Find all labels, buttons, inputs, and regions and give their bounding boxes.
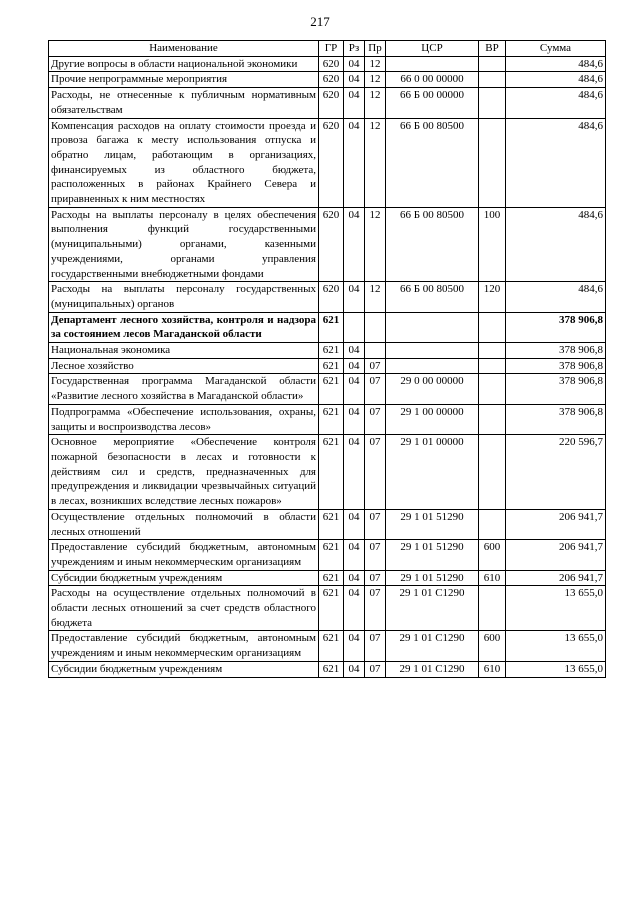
cell-csr: 29 1 01 51290 xyxy=(386,570,479,586)
cell-rz: 04 xyxy=(344,435,365,510)
cell-vr xyxy=(479,358,506,374)
cell-gr: 621 xyxy=(319,540,344,570)
table-row xyxy=(49,570,606,586)
cell-pr: 12 xyxy=(365,56,386,72)
cell-name: Предоставление субсидий бюджетным, автономным учреждениям и иным некоммерческим организациям xyxy=(49,631,319,661)
cell-rz xyxy=(344,312,365,342)
cell-gr: 621 xyxy=(319,631,344,661)
table-row xyxy=(49,540,606,570)
header-csr: ЦСР xyxy=(386,41,479,57)
cell-gr: 621 xyxy=(319,343,344,359)
cell-rz: 04 xyxy=(344,88,365,118)
cell-csr: 29 1 01 51290 xyxy=(386,509,479,539)
cell-vr xyxy=(479,586,506,631)
cell-pr: 07 xyxy=(365,661,386,677)
cell-rz: 04 xyxy=(344,661,365,677)
cell-vr: 600 xyxy=(479,631,506,661)
cell-name: Другие вопросы в области национальной экономики xyxy=(49,56,319,72)
table-row xyxy=(49,312,606,342)
cell-pr: 07 xyxy=(365,374,386,404)
header-row xyxy=(49,41,606,57)
budget-table xyxy=(48,40,606,678)
cell-name: Национальная экономика xyxy=(49,343,319,359)
cell-gr: 620 xyxy=(319,207,344,282)
cell-sum: 484,6 xyxy=(506,88,606,118)
cell-gr: 620 xyxy=(319,88,344,118)
cell-vr xyxy=(479,56,506,72)
cell-name: Прочие непрограммные мероприятия xyxy=(49,72,319,88)
cell-rz: 04 xyxy=(344,540,365,570)
table-row xyxy=(49,358,606,374)
table-row xyxy=(49,56,606,72)
cell-csr: 29 1 01 С1290 xyxy=(386,586,479,631)
cell-gr: 621 xyxy=(319,586,344,631)
cell-sum: 378 906,8 xyxy=(506,343,606,359)
cell-rz: 04 xyxy=(344,404,365,434)
cell-vr: 600 xyxy=(479,540,506,570)
cell-csr: 29 1 01 С1290 xyxy=(386,631,479,661)
cell-vr xyxy=(479,343,506,359)
cell-name: Расходы, не отнесенные к публичным нормативным обязательствам xyxy=(49,88,319,118)
cell-rz: 04 xyxy=(344,509,365,539)
cell-rz: 04 xyxy=(344,586,365,631)
table-row xyxy=(49,343,606,359)
cell-gr: 620 xyxy=(319,282,344,312)
cell-rz: 04 xyxy=(344,358,365,374)
cell-pr: 07 xyxy=(365,586,386,631)
header-name: Наименование xyxy=(49,41,319,57)
cell-vr xyxy=(479,374,506,404)
cell-csr: 29 1 00 00000 xyxy=(386,404,479,434)
cell-pr: 07 xyxy=(365,540,386,570)
cell-pr: 12 xyxy=(365,118,386,207)
header-vr: ВР xyxy=(479,41,506,57)
cell-name: Лесное хозяйство xyxy=(49,358,319,374)
cell-vr xyxy=(479,312,506,342)
cell-csr: 29 0 00 00000 xyxy=(386,374,479,404)
cell-name: Подпрограмма «Обеспечение использования, охраны, защиты и воспроизводства лесов» xyxy=(49,404,319,434)
cell-gr: 621 xyxy=(319,404,344,434)
cell-name: Субсидии бюджетным учреждениям xyxy=(49,570,319,586)
cell-sum: 13 655,0 xyxy=(506,661,606,677)
cell-sum: 378 906,8 xyxy=(506,312,606,342)
cell-pr: 07 xyxy=(365,404,386,434)
cell-gr: 621 xyxy=(319,661,344,677)
cell-vr xyxy=(479,88,506,118)
cell-sum: 484,6 xyxy=(506,118,606,207)
cell-vr xyxy=(479,435,506,510)
cell-gr: 621 xyxy=(319,435,344,510)
cell-sum: 378 906,8 xyxy=(506,358,606,374)
cell-csr xyxy=(386,343,479,359)
cell-csr xyxy=(386,312,479,342)
cell-csr xyxy=(386,56,479,72)
table-row xyxy=(49,404,606,434)
table-body xyxy=(49,56,606,677)
cell-sum: 206 941,7 xyxy=(506,509,606,539)
cell-gr: 621 xyxy=(319,312,344,342)
table-row xyxy=(49,374,606,404)
cell-csr: 66 0 00 00000 xyxy=(386,72,479,88)
cell-name: Расходы на осуществление отдельных полномочий в области лесных отношений за счет средств областного бюджета xyxy=(49,586,319,631)
cell-rz: 04 xyxy=(344,374,365,404)
cell-gr: 620 xyxy=(319,118,344,207)
cell-name: Субсидии бюджетным учреждениям xyxy=(49,661,319,677)
table-row xyxy=(49,631,606,661)
cell-rz: 04 xyxy=(344,282,365,312)
cell-name: Предоставление субсидий бюджетным, автономным учреждениям и иным некоммерческим организациям xyxy=(49,540,319,570)
cell-sum: 378 906,8 xyxy=(506,404,606,434)
table-row xyxy=(49,282,606,312)
cell-vr: 100 xyxy=(479,207,506,282)
cell-sum: 484,6 xyxy=(506,282,606,312)
header-rz: Рз xyxy=(344,41,365,57)
cell-name: Государственная программа Магаданской области «Развитие лесного хозяйства в Магаданской области» xyxy=(49,374,319,404)
header-sum: Сумма xyxy=(506,41,606,57)
cell-vr: 120 xyxy=(479,282,506,312)
cell-rz: 04 xyxy=(344,56,365,72)
cell-csr: 66 Б 00 80500 xyxy=(386,118,479,207)
cell-gr: 620 xyxy=(319,56,344,72)
cell-gr: 621 xyxy=(319,509,344,539)
table-row xyxy=(49,586,606,631)
cell-sum: 378 906,8 xyxy=(506,374,606,404)
cell-pr: 12 xyxy=(365,72,386,88)
cell-vr xyxy=(479,509,506,539)
cell-sum: 13 655,0 xyxy=(506,586,606,631)
cell-csr: 29 1 01 С1290 xyxy=(386,661,479,677)
cell-pr xyxy=(365,312,386,342)
cell-csr: 29 1 01 51290 xyxy=(386,540,479,570)
cell-gr: 621 xyxy=(319,358,344,374)
table-row xyxy=(49,509,606,539)
cell-rz: 04 xyxy=(344,570,365,586)
cell-rz: 04 xyxy=(344,72,365,88)
cell-rz: 04 xyxy=(344,343,365,359)
table-row xyxy=(49,72,606,88)
cell-pr: 07 xyxy=(365,509,386,539)
cell-sum: 206 941,7 xyxy=(506,570,606,586)
cell-sum: 13 655,0 xyxy=(506,631,606,661)
cell-sum: 484,6 xyxy=(506,56,606,72)
header-gr: ГР xyxy=(319,41,344,57)
cell-name: Основное мероприятие «Обеспечение контроля пожарной безопасности в лесах и готовности к действиям сил и средств, предназначенных для предупреждения и ликвидации чрезвычайных ситуаций в лесах, возникших вследствие лесных пожаров» xyxy=(49,435,319,510)
table-row xyxy=(49,435,606,510)
cell-sum: 220 596,7 xyxy=(506,435,606,510)
cell-name: Осуществление отдельных полномочий в области лесных отношений xyxy=(49,509,319,539)
cell-pr: 12 xyxy=(365,282,386,312)
cell-pr: 12 xyxy=(365,207,386,282)
cell-csr: 66 Б 00 80500 xyxy=(386,207,479,282)
cell-sum: 206 941,7 xyxy=(506,540,606,570)
cell-rz: 04 xyxy=(344,631,365,661)
table-row xyxy=(49,118,606,207)
cell-pr xyxy=(365,343,386,359)
page-number: 217 xyxy=(310,14,330,29)
cell-name: Компенсация расходов на оплату стоимости проезда и провоза багажа к месту использования отпуска и обратно лицам, работающим в организациях, финансируемых из областного бюджета, расположенных в районах Крайнего Севера и приравненных к ним местностях xyxy=(49,118,319,207)
cell-rz: 04 xyxy=(344,118,365,207)
table-row xyxy=(49,88,606,118)
cell-rz: 04 xyxy=(344,207,365,282)
cell-gr: 621 xyxy=(319,570,344,586)
cell-name: Расходы на выплаты персоналу государственных (муниципальных) органов xyxy=(49,282,319,312)
header-pr: Пр xyxy=(365,41,386,57)
cell-pr: 07 xyxy=(365,435,386,510)
cell-pr: 07 xyxy=(365,358,386,374)
table-row xyxy=(49,661,606,677)
cell-gr: 621 xyxy=(319,374,344,404)
cell-csr xyxy=(386,358,479,374)
cell-name: Департамент лесного хозяйства, контроля и надзора за состоянием лесов Магаданской области xyxy=(49,312,319,342)
cell-name: Расходы на выплаты персоналу в целях обеспечения выполнения функций государственными (муниципальными) органами, казенными учреждениями, органами управления государственными внебюджетными фондами xyxy=(49,207,319,282)
cell-vr xyxy=(479,404,506,434)
cell-csr: 66 Б 00 80500 xyxy=(386,282,479,312)
cell-vr xyxy=(479,72,506,88)
cell-vr xyxy=(479,118,506,207)
cell-csr: 66 Б 00 00000 xyxy=(386,88,479,118)
cell-sum: 484,6 xyxy=(506,207,606,282)
cell-pr: 07 xyxy=(365,570,386,586)
cell-vr: 610 xyxy=(479,661,506,677)
cell-pr: 12 xyxy=(365,88,386,118)
cell-vr: 610 xyxy=(479,570,506,586)
table-row xyxy=(49,207,606,282)
cell-pr: 07 xyxy=(365,631,386,661)
cell-csr: 29 1 01 00000 xyxy=(386,435,479,510)
cell-gr: 620 xyxy=(319,72,344,88)
cell-sum: 484,6 xyxy=(506,72,606,88)
